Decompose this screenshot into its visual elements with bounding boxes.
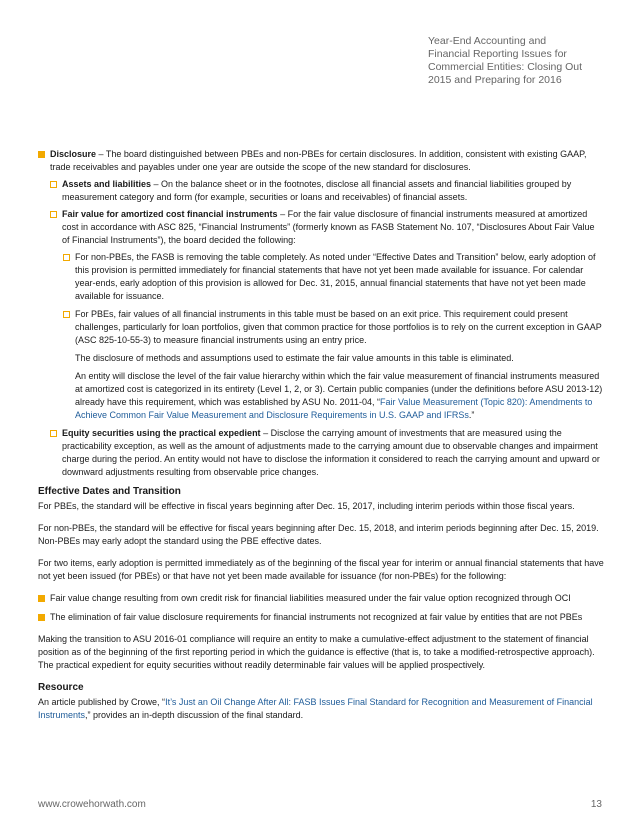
document-header	[428, 35, 628, 87]
footer-url[interactable]: www.crowehorwath.com	[38, 799, 146, 810]
outline-bullet-icon	[50, 211, 57, 218]
fair-value-item	[38, 208, 604, 247]
effective-dates-heading: Effective Dates and Transition	[38, 486, 181, 497]
equity-term: Equity securities using the practical expedient	[62, 428, 261, 438]
early-adoption-bullet	[38, 592, 604, 605]
header-line: Financial Reporting Issues for	[428, 48, 567, 60]
square-bullet-icon	[38, 151, 45, 158]
outline-bullet-icon	[63, 254, 70, 261]
hierarchy-text: An entity will disclose the level of the fair value hierarchy within which the fair value measurement of financial instruments measured at amortized cost is categorized in its entirety (Level 1, 2, or 3). Certain public companies (under the definitions before ASU 2013-12) already have this requirement, which was established by ASU No. 2011-04, “	[75, 371, 603, 407]
outline-bullet-icon	[50, 430, 57, 437]
resource-paragraph	[38, 696, 604, 722]
transition-paragraph: Making the transition to ASU 2016-01 compliance will require an entity to make a cumulative-effect adjustment to the statement of financial position as of the beginning of the first reporting period in which the guidance is effective (that is, to take a modified-retrospective approach). The practical expedient for equity securities without readily determinable fair values will be applied prospectively.	[38, 634, 595, 670]
disclosure-item	[38, 148, 604, 174]
outline-bullet-icon	[63, 311, 70, 318]
pbe-item	[38, 308, 604, 347]
bullet-text: The elimination of fair value disclosure requirements for financial instruments not recognized at fair value by entities that are not PBEs	[50, 612, 583, 622]
resource-text-end: ,” provides an in-depth discussion of the final standard.	[85, 710, 304, 720]
square-bullet-icon	[38, 595, 45, 602]
hierarchy-text-end: .”	[468, 410, 475, 420]
fair-value-term: Fair value for amortized cost financial instruments	[62, 209, 278, 219]
assets-text: – On the balance sheet or in the footnotes, disclose all financial assets and financial liabilities grouped by measurement category and form (for example, securities or loans and receivables) of financial assets.	[62, 179, 572, 202]
bullet-text: Fair value change resulting from own credit risk for financial liabilities measured under the fair value option recognized through OCI	[50, 593, 571, 603]
page-number: 13	[590, 799, 602, 810]
pbe-effective-paragraph: For PBEs, the standard will be effective in fiscal years beginning after Dec. 15, 2017, including interim periods within those fiscal years.	[38, 501, 575, 511]
pbe-text: For PBEs, fair values of all financial instruments in this table must be based on an exit price. This requirement could present challenges, particularly for loan portfolios, given that common practice for those portfolios is to rely on the current exception in GAAP (ASC 825-10-55-3) to measure financial instruments using an entry price.	[75, 309, 602, 345]
fair-value-text: – For the fair value disclosure of financial instruments measured at amortized cost in accordance with ASC 825, “Financial Instruments” (formerly known as FASB Statement No. 107, “Disclosures About Fair Value of Financial Instruments”), the board decided the following:	[62, 209, 595, 245]
non-pbe-item	[38, 251, 604, 303]
early-adoption-bullet	[38, 611, 604, 624]
outline-bullet-icon	[50, 181, 57, 188]
methods-paragraph: The disclosure of methods and assumptions used to estimate the fair value amounts in this table is eliminated.	[75, 353, 514, 363]
disclosure-text: – The board distinguished between PBEs and non-PBEs for certain disclosures. In addition, consistent with existing GAAP, trade receivables and payables under one year are outside the scope of the new standard for disclosures.	[50, 149, 587, 172]
main-content	[38, 148, 604, 731]
resource-heading: Resource	[38, 682, 84, 693]
crowe-article-link[interactable]: It’s Just an Oil Change After All: FASB Issues Final Standard for Recognition and Measurement of Financial Instruments	[38, 697, 593, 720]
disclosure-term: Disclosure	[50, 149, 97, 159]
non-pbe-text: For non-PBEs, the FASB is removing the table completely. As noted under “Effective Dates and Transition” below, early adoption of this provision is permitted immediately for financial statements that have not yet been made available for issuance. For calendar year-ends, early adoption of this provision is allowed for Dec. 31, 2015, annual financial statements that have not yet been made available for issuance.	[75, 252, 596, 301]
header-line: 2015 and Preparing for 2016	[428, 74, 562, 86]
early-adoption-paragraph: For two items, early adoption is permitted immediately as of the beginning of the fiscal year for interim or annual financial statements that have not yet been issued (for PBEs) or that have not yet been made available for issuance (for non-PBEs) for the following:	[38, 558, 604, 581]
assets-item	[38, 178, 604, 204]
equity-text: – Disclose the carrying amount of investments that are measured using the practicability exception, as well as the amount of adjustments made to the carrying amount due to observable changes and impairment charge during the period. An entity would not have to disclose the information it considered to reach the carrying amount and upward or downward adjustments resulting from observable price changes.	[62, 428, 600, 477]
header-line: Year-End Accounting and	[428, 35, 547, 47]
resource-text: An article published by Crowe, “	[38, 697, 166, 707]
equity-item	[38, 427, 604, 479]
square-bullet-icon	[38, 614, 45, 621]
asu-2011-04-link[interactable]: Fair Value Measurement (Topic 820): Amendments to Achieve Common Fair Value Measurement and Disclosure Requirements in U.S. GAAP and IFRSs	[75, 397, 593, 420]
hierarchy-paragraph	[38, 370, 604, 422]
assets-term: Assets and liabilities	[62, 179, 152, 189]
header-line: Commercial Entities: Closing Out	[428, 61, 583, 73]
non-pbe-effective-paragraph: For non-PBEs, the standard will be effective for fiscal years beginning after Dec. 15, 2018, and interim periods beginning after Dec. 15, 2019. Non-PBEs may early adopt the standard using the PBE effective dates.	[38, 523, 599, 546]
